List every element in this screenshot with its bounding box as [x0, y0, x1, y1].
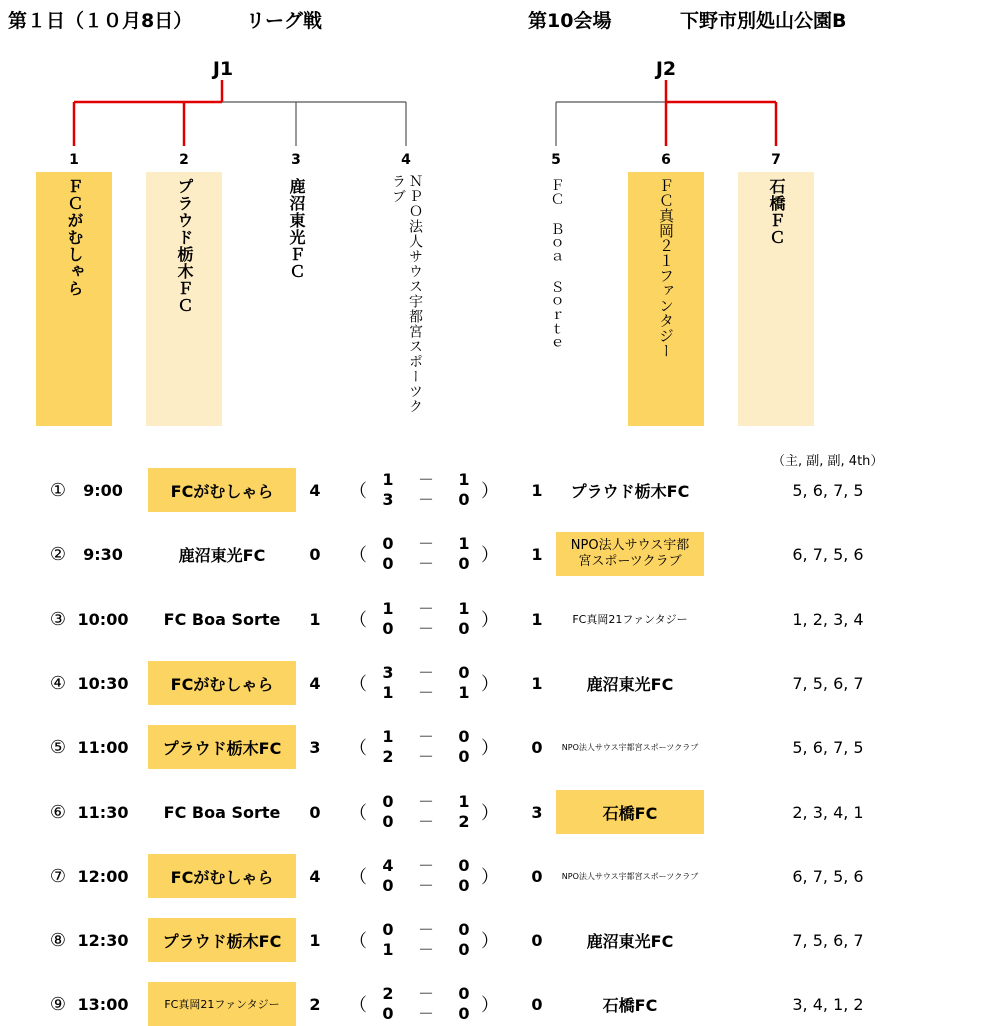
- team-number-5: 5: [551, 152, 561, 168]
- format-title: リーグ戦: [246, 10, 323, 32]
- score-dash: －: [417, 1004, 434, 1023]
- referee-assignment: 5, 6, 7, 5: [792, 737, 864, 757]
- second-half-home: 2: [382, 747, 394, 766]
- match-number: ②: [49, 543, 67, 565]
- home-team: [148, 725, 296, 769]
- second-half-home: 1: [382, 683, 394, 702]
- match-number: ⑧: [49, 929, 67, 951]
- home-team-name: FCがむしゃら: [170, 481, 274, 501]
- first-half-home: 1: [382, 599, 394, 618]
- second-half-away: 0: [458, 747, 470, 766]
- referee-header: （主, 副, 副, 4th）: [772, 454, 884, 469]
- referee-assignment: 5, 6, 7, 5: [792, 480, 864, 500]
- second-half-away: 0: [458, 940, 470, 959]
- score-dash: －: [417, 490, 434, 509]
- referee-assignment: 6, 7, 5, 6: [792, 866, 864, 886]
- match-time: 12:30: [77, 930, 129, 950]
- away-score: 3: [531, 802, 543, 822]
- home-team-name: FCがむしゃら: [170, 674, 274, 694]
- half-scores: [378, 727, 478, 767]
- home-team-name: 鹿沼東光FC: [178, 545, 266, 565]
- close-paren: ）: [481, 481, 499, 502]
- open-paren: （: [349, 931, 367, 952]
- match-time: 9:30: [83, 544, 123, 564]
- score-dash: －: [417, 683, 434, 702]
- second-half-away: 0: [458, 876, 470, 895]
- open-paren: （: [349, 738, 367, 759]
- home-team-name: FC Boa Sorte: [163, 609, 281, 629]
- home-score: 0: [309, 544, 321, 564]
- match-row: [0, 532, 999, 576]
- away-score: 1: [531, 609, 543, 629]
- home-team: [148, 790, 296, 834]
- open-paren: （: [349, 481, 367, 502]
- first-half-away: 0: [458, 663, 470, 682]
- score-dash: －: [417, 554, 434, 573]
- away-team-name: FC真岡21ファンタジー: [572, 613, 688, 626]
- team-column-1: [36, 172, 112, 426]
- team-name-7: 石橋ＦＣ: [767, 178, 786, 246]
- referee-assignment: 6, 7, 5, 6: [792, 544, 864, 564]
- second-half-home: 0: [382, 876, 394, 895]
- close-paren: ）: [481, 674, 499, 695]
- score-dash: －: [417, 470, 434, 489]
- away-team: [556, 918, 704, 962]
- score-dash: －: [417, 984, 434, 1003]
- close-paren: ）: [481, 995, 499, 1016]
- team-name-5: ＦＣ Ｂｏａ Ｓｏｒｔｅ: [548, 178, 565, 350]
- match-number: ④: [49, 672, 67, 694]
- away-team-name: プラウド栃木FC: [570, 481, 690, 501]
- home-team: [148, 918, 296, 962]
- first-half-home: 1: [382, 727, 394, 746]
- half-scores: [378, 792, 478, 832]
- day-title: 第１日（１０月8日）: [8, 10, 193, 32]
- second-half-away: 0: [458, 619, 470, 638]
- open-paren: （: [349, 610, 367, 631]
- match-row: [0, 661, 999, 705]
- match-time: 11:30: [77, 802, 129, 822]
- score-dash: －: [417, 792, 434, 811]
- away-team: [556, 468, 704, 512]
- away-team: [556, 854, 704, 898]
- match-row: [0, 597, 999, 641]
- group-label-j2: J2: [655, 58, 677, 80]
- second-half-away: 2: [458, 812, 470, 831]
- team-number-1: 1: [69, 152, 79, 168]
- team-name-4: ＮＰＯ法人サウス宇都宮スポーツクラブ: [390, 174, 423, 414]
- referee-assignment: 3, 4, 1, 2: [792, 994, 864, 1014]
- open-paren: （: [349, 803, 367, 824]
- group-label-j1: J1: [212, 58, 234, 80]
- away-score: 0: [531, 737, 543, 757]
- second-half-away: 1: [458, 683, 470, 702]
- away-team: [556, 597, 704, 641]
- home-team: [148, 597, 296, 641]
- league-bracket-lines: [0, 0, 999, 170]
- second-half-away: 0: [458, 554, 470, 573]
- score-dash: －: [417, 812, 434, 831]
- match-number: ⑦: [49, 865, 67, 887]
- match-time: 9:00: [83, 480, 123, 500]
- match-row: [0, 468, 999, 512]
- score-dash: －: [417, 534, 434, 553]
- referee-assignment: 7, 5, 6, 7: [792, 930, 864, 950]
- home-team-name: プラウド栃木FC: [162, 738, 282, 758]
- home-score: 1: [309, 609, 321, 629]
- half-scores: [378, 470, 478, 510]
- first-half-home: 4: [382, 856, 394, 875]
- first-half-away: 0: [458, 856, 470, 875]
- open-paren: （: [349, 995, 367, 1016]
- away-score: 1: [531, 544, 543, 564]
- away-team: [556, 982, 704, 1026]
- half-scores: [378, 534, 478, 574]
- referee-assignment: 1, 2, 3, 4: [792, 609, 864, 629]
- team-number-7: 7: [771, 152, 781, 168]
- first-half-away: 1: [458, 534, 470, 553]
- team-name-2: プラウド栃木ＦＣ: [175, 178, 194, 314]
- score-dash: －: [417, 856, 434, 875]
- away-score: 0: [531, 866, 543, 886]
- home-team-name: FC Boa Sorte: [163, 802, 281, 822]
- referee-assignment: 2, 3, 4, 1: [792, 802, 864, 822]
- referee-assignment: 7, 5, 6, 7: [792, 673, 864, 693]
- first-half-away: 1: [458, 599, 470, 618]
- close-paren: ）: [481, 610, 499, 631]
- away-score: 0: [531, 994, 543, 1014]
- half-scores: [378, 856, 478, 896]
- away-team: [556, 725, 704, 769]
- first-half-away: 1: [458, 470, 470, 489]
- close-paren: ）: [481, 738, 499, 759]
- close-paren: ）: [481, 867, 499, 888]
- score-dash: －: [417, 663, 434, 682]
- match-row: [0, 854, 999, 898]
- match-row: [0, 790, 999, 834]
- away-team-name: 鹿沼東光FC: [586, 674, 674, 694]
- close-paren: ）: [481, 803, 499, 824]
- team-number-4: 4: [401, 152, 411, 168]
- team-number-2: 2: [179, 152, 189, 168]
- home-team: [148, 661, 296, 705]
- first-half-away: 1: [458, 792, 470, 811]
- first-half-away: 0: [458, 920, 470, 939]
- half-scores: [378, 920, 478, 960]
- score-dash: －: [417, 619, 434, 638]
- away-team-name: 石橋FC: [602, 995, 658, 1015]
- home-team-name: FC真岡21ファンタジー: [164, 998, 280, 1011]
- team-name-3: 鹿沼東光ＦＣ: [287, 178, 306, 280]
- team-name-1: ＦＣがむしゃら: [65, 178, 84, 297]
- open-paren: （: [349, 674, 367, 695]
- team-column-3: [258, 172, 334, 426]
- match-time: 10:30: [77, 673, 129, 693]
- home-score: 2: [309, 994, 321, 1014]
- team-column-2: [146, 172, 222, 426]
- away-team-name: NPO法人サウス宇都宮スポーツクラブ: [570, 538, 690, 569]
- match-time: 13:00: [77, 994, 129, 1014]
- second-half-home: 0: [382, 1004, 394, 1023]
- team-name-6: ＦＣ真岡２１ファンタジー: [657, 178, 675, 358]
- away-team: [556, 661, 704, 705]
- match-number: ⑨: [49, 993, 67, 1015]
- team-number-6: 6: [661, 152, 671, 168]
- second-half-home: 3: [382, 490, 394, 509]
- first-half-home: 2: [382, 984, 394, 1003]
- close-paren: ）: [481, 931, 499, 952]
- score-dash: －: [417, 940, 434, 959]
- team-column-5: [518, 172, 594, 426]
- score-dash: －: [417, 920, 434, 939]
- score-dash: －: [417, 727, 434, 746]
- score-dash: －: [417, 747, 434, 766]
- home-score: 3: [309, 737, 321, 757]
- second-half-home: 0: [382, 619, 394, 638]
- away-score: 0: [531, 930, 543, 950]
- match-number: ⑤: [49, 736, 67, 758]
- match-number: ⑥: [49, 801, 67, 823]
- first-half-home: 0: [382, 920, 394, 939]
- team-column-6: [628, 172, 704, 426]
- away-score: 1: [531, 673, 543, 693]
- away-team-name: 石橋FC: [602, 803, 658, 823]
- away-team-name: NPO法人サウス宇都宮スポーツクラブ: [561, 742, 699, 752]
- home-score: 1: [309, 930, 321, 950]
- home-team: [148, 854, 296, 898]
- away-score: 1: [531, 480, 543, 500]
- home-team-name: FCがむしゃら: [170, 867, 274, 887]
- open-paren: （: [349, 867, 367, 888]
- home-team: [148, 532, 296, 576]
- match-time: 10:00: [77, 609, 129, 629]
- home-team: [148, 468, 296, 512]
- first-half-away: 0: [458, 984, 470, 1003]
- home-score: 4: [309, 480, 321, 500]
- half-scores: [378, 663, 478, 703]
- home-team-name: プラウド栃木FC: [162, 931, 282, 951]
- match-row: [0, 725, 999, 769]
- away-team: [556, 790, 704, 834]
- home-team: [148, 982, 296, 1026]
- score-dash: －: [417, 876, 434, 895]
- venue-number: 第10会場: [528, 10, 612, 32]
- home-score: 4: [309, 673, 321, 693]
- open-paren: （: [349, 545, 367, 566]
- team-column-4: [368, 172, 444, 426]
- bracket-red-lines: [74, 80, 776, 146]
- first-half-home: 0: [382, 534, 394, 553]
- second-half-home: 1: [382, 940, 394, 959]
- half-scores: [378, 599, 478, 639]
- second-half-away: 0: [458, 490, 470, 509]
- match-number: ③: [49, 608, 67, 630]
- match-number: ①: [49, 479, 67, 501]
- home-score: 4: [309, 866, 321, 886]
- home-score: 0: [309, 802, 321, 822]
- away-team: [556, 532, 704, 576]
- match-time: 11:00: [77, 737, 129, 757]
- second-half-home: 0: [382, 812, 394, 831]
- first-half-home: 0: [382, 792, 394, 811]
- away-team-name: NPO法人サウス宇都宮スポーツクラブ: [561, 871, 699, 881]
- away-team-name: 鹿沼東光FC: [586, 931, 674, 951]
- team-number-3: 3: [291, 152, 301, 168]
- match-row: [0, 918, 999, 962]
- venue-name: 下野市別処山公園B: [680, 10, 847, 32]
- team-column-7: [738, 172, 814, 426]
- close-paren: ）: [481, 545, 499, 566]
- bracket-gray-lines: [222, 102, 666, 146]
- second-half-home: 0: [382, 554, 394, 573]
- first-half-away: 0: [458, 727, 470, 746]
- score-dash: －: [417, 599, 434, 618]
- match-row: [0, 982, 999, 1026]
- second-half-away: 0: [458, 1004, 470, 1023]
- half-scores: [378, 984, 478, 1024]
- match-time: 12:00: [77, 866, 129, 886]
- first-half-home: 3: [382, 663, 394, 682]
- first-half-home: 1: [382, 470, 394, 489]
